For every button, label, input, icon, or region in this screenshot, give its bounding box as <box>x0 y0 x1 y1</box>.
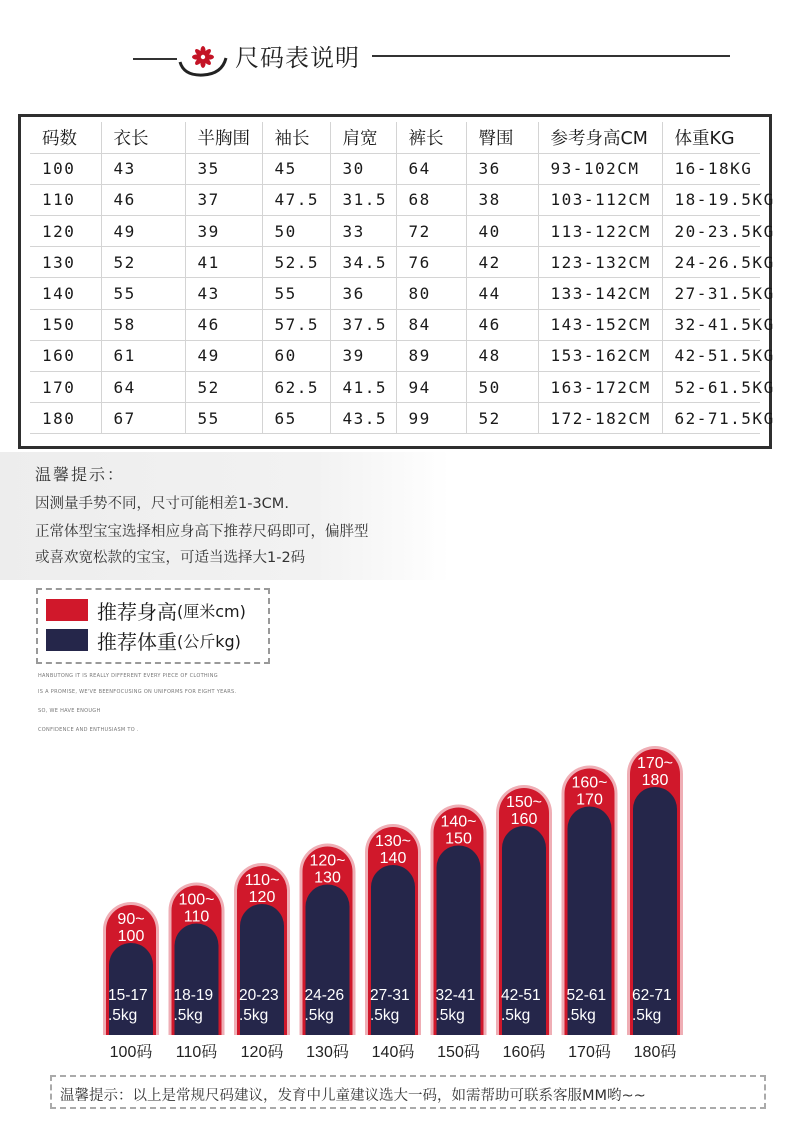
size-table-cell: 31.5 <box>330 184 396 215</box>
size-table-cell: 84 <box>396 309 466 340</box>
flower-icon <box>176 44 230 78</box>
weight-label: 32-41 <box>435 987 476 1004</box>
chart-bar-group <box>627 746 683 1061</box>
weight-label: 24-26 <box>304 987 345 1004</box>
size-table-cell: 123-132CM <box>538 247 662 278</box>
header-line-right <box>372 55 730 57</box>
weight-label: 27-31 <box>370 987 410 1004</box>
size-table-row <box>30 278 760 309</box>
size-table-cell: 39 <box>185 216 262 247</box>
size-table-cell: 46 <box>185 309 262 340</box>
height-label: 110~ <box>244 872 280 889</box>
size-table-cell: 72 <box>396 216 466 247</box>
size-table-cell: 64 <box>101 372 185 403</box>
size-table-row <box>30 309 760 340</box>
weight-label: .5kg <box>370 1007 400 1024</box>
size-table-header-row <box>30 122 760 153</box>
size-recommendation-chart <box>0 730 790 1070</box>
height-label: 150 <box>445 830 472 848</box>
size-table-cell: 35 <box>185 153 262 184</box>
size-table-row <box>30 247 760 278</box>
size-table-row <box>30 372 760 403</box>
weight-label: 62-71 <box>632 987 672 1004</box>
category-label: 130码 <box>306 1044 349 1061</box>
size-table-cell: 103-112CM <box>538 184 662 215</box>
weight-label: 20-23 <box>239 987 279 1004</box>
size-table-cell: 32-41.5KG <box>662 309 760 340</box>
footer-note-box <box>50 1075 766 1109</box>
size-table-cell: 37.5 <box>330 309 396 340</box>
size-table-cell: 45 <box>262 153 330 184</box>
header-weight: 体重KG <box>662 122 760 153</box>
size-table-row <box>30 153 760 184</box>
category-label: 140码 <box>371 1044 415 1061</box>
size-table-cell: 80 <box>396 278 466 309</box>
size-table-cell: 52.5 <box>262 247 330 278</box>
height-label: 110 <box>183 908 210 926</box>
english-tagline: IS A PROMISE, WE'VE BEENFOCUSING ON UNIFORMS FOR EIGHT YEARS. <box>38 689 237 695</box>
size-table-cell: 43.5 <box>330 403 396 434</box>
size-table-cell: 100 <box>30 153 101 184</box>
size-table-cell: 110 <box>30 184 101 215</box>
size-table-cell: 43 <box>185 278 262 309</box>
size-table-cell: 24-26.5KG <box>662 247 760 278</box>
weight-label: .5kg <box>501 1007 531 1024</box>
size-table-cell: 41 <box>185 247 262 278</box>
height-label: 170 <box>576 791 603 809</box>
tips-panel <box>0 452 450 580</box>
size-table-cell: 48 <box>466 340 538 371</box>
size-table-cell: 37 <box>185 184 262 215</box>
size-table-cell: 93-102CM <box>538 153 662 184</box>
size-table-cell: 172-182CM <box>538 403 662 434</box>
size-table-cell: 49 <box>185 340 262 371</box>
size-table-cell: 18-19.5KG <box>662 184 760 215</box>
size-table-cell: 68 <box>396 184 466 215</box>
weight-label: .5kg <box>304 1007 334 1024</box>
size-table-cell: 163-172CM <box>538 372 662 403</box>
legend-item-weight <box>46 628 241 652</box>
header-shoulder: 肩宽 <box>330 122 396 153</box>
tips-line: 或喜欢宽松款的宝宝，可适当选择大1-2码 <box>35 550 306 566</box>
size-table-cell: 52 <box>101 247 185 278</box>
size-table-cell: 33 <box>330 216 396 247</box>
size-table-cell: 89 <box>396 340 466 371</box>
height-label: 100 <box>117 928 145 945</box>
size-table-row <box>30 340 760 371</box>
size-table-cell: 58 <box>101 309 185 340</box>
size-table-row <box>30 403 760 434</box>
size-table-cell: 76 <box>396 247 466 278</box>
size-table-cell: 94 <box>396 372 466 403</box>
height-label: 120~ <box>309 852 346 870</box>
size-table-cell: 40 <box>466 216 538 247</box>
weight-label: 15-17 <box>108 987 148 1004</box>
tips-title: 温馨提示： <box>35 465 126 484</box>
size-table-cell: 50 <box>262 216 330 247</box>
size-table-cell: 39 <box>330 340 396 371</box>
category-label: 120码 <box>240 1044 284 1061</box>
size-table-cell: 42 <box>466 247 538 278</box>
footer-note: 温馨提示：以上是常规尺码建议，发育中儿童建议选大一码，如需帮助可联系客服MM哟~~ <box>60 1088 646 1104</box>
legend-swatch-weight <box>46 629 88 651</box>
height-label: 140~ <box>440 813 477 831</box>
chart-bar-group <box>103 902 159 1061</box>
height-label: 140 <box>379 850 407 867</box>
size-table-cell: 160 <box>30 340 101 371</box>
height-label: 150~ <box>505 794 543 811</box>
legend-label-height: 推荐身高 <box>97 599 177 624</box>
chart-bar-group <box>365 824 421 1061</box>
size-table-cell: 61 <box>101 340 185 371</box>
height-label: 120 <box>248 889 276 906</box>
legend-unit-height: (厘米cm) <box>177 601 246 621</box>
size-table-cell: 143-152CM <box>538 309 662 340</box>
chart-bar-group <box>300 844 356 1062</box>
size-table-cell: 99 <box>396 403 466 434</box>
weight-label: .5kg <box>108 1007 138 1024</box>
size-table-cell: 30 <box>330 153 396 184</box>
category-label: 110码 <box>175 1044 218 1061</box>
size-table-frame <box>18 114 775 449</box>
size-table-cell: 43 <box>101 153 185 184</box>
size-table-cell: 55 <box>101 278 185 309</box>
weight-label: .5kg <box>566 1007 596 1024</box>
chart-legend <box>36 588 270 664</box>
weight-label: 18-19 <box>173 987 214 1004</box>
size-table-cell: 62.5 <box>262 372 330 403</box>
height-label: 170~ <box>636 755 674 772</box>
size-table-cell: 153-162CM <box>538 340 662 371</box>
header-height: 参考身高CM <box>538 122 662 153</box>
size-table-cell: 65 <box>262 403 330 434</box>
header-sleeve: 袖长 <box>262 122 330 153</box>
english-tagline: HANBUTONG IT IS REALLY DIFFERENT EVERY PIECE OF CLOTHING <box>38 673 218 679</box>
size-table-cell: 140 <box>30 278 101 309</box>
size-table-cell: 130 <box>30 247 101 278</box>
size-table-cell: 150 <box>30 309 101 340</box>
category-label: 170码 <box>568 1044 611 1061</box>
english-tagline: SO, WE HAVE ENOUGH <box>38 708 101 714</box>
header-size: 码数 <box>30 122 101 153</box>
header-hip: 臀围 <box>466 122 538 153</box>
size-table-cell: 46 <box>466 309 538 340</box>
size-table-row <box>30 216 760 247</box>
page-header <box>0 0 790 110</box>
size-table-cell: 52 <box>466 403 538 434</box>
chart-bar-group <box>431 805 487 1061</box>
category-label: 160码 <box>502 1044 546 1061</box>
size-table-cell: 62-71.5KG <box>662 403 760 434</box>
weight-label: .5kg <box>632 1007 662 1024</box>
category-label: 150码 <box>437 1044 480 1061</box>
size-table-cell: 20-23.5KG <box>662 216 760 247</box>
size-table-cell: 50 <box>466 372 538 403</box>
size-table-cell: 47.5 <box>262 184 330 215</box>
height-label: 130 <box>314 869 341 887</box>
size-table-cell: 120 <box>30 216 101 247</box>
size-table-cell: 36 <box>466 153 538 184</box>
legend-unit-weight: (公斤kg) <box>177 631 241 651</box>
size-table-cell: 46 <box>101 184 185 215</box>
header-pants-length: 裤长 <box>396 122 466 153</box>
size-table-cell: 180 <box>30 403 101 434</box>
size-table-cell: 42-51.5KG <box>662 340 760 371</box>
chart-bar-group <box>169 883 225 1062</box>
weight-label: 52-61 <box>566 987 607 1004</box>
size-table-row <box>30 184 760 215</box>
size-table-cell: 55 <box>262 278 330 309</box>
weight-label: .5kg <box>173 1007 203 1024</box>
size-table-cell: 113-122CM <box>538 216 662 247</box>
english-tagline: CONFIDENCE AND ENTHUSIASM TO . <box>38 727 139 733</box>
chart-bar-group <box>496 785 552 1061</box>
size-table-cell: 49 <box>101 216 185 247</box>
weight-label: 42-51 <box>501 987 541 1004</box>
height-label: 130~ <box>374 833 412 850</box>
height-label: 90~ <box>117 911 145 928</box>
size-table-cell: 27-31.5KG <box>662 278 760 309</box>
size-table-cell: 52-61.5KG <box>662 372 760 403</box>
height-label: 160~ <box>571 774 608 792</box>
legend-item-height <box>46 598 246 622</box>
weight-label: .5kg <box>239 1007 269 1024</box>
size-table <box>30 122 775 434</box>
size-table-cell: 44 <box>466 278 538 309</box>
legend-label-weight: 推荐体重 <box>97 629 177 654</box>
size-table-cell: 133-142CM <box>538 278 662 309</box>
category-label: 180码 <box>633 1044 677 1061</box>
tips-line: 因测量手势不同，尺寸可能相差1-3CM. <box>35 496 289 512</box>
size-table-cell: 36 <box>330 278 396 309</box>
size-table-cell: 57.5 <box>262 309 330 340</box>
chart-bar-group <box>234 863 290 1061</box>
size-table-cell: 67 <box>101 403 185 434</box>
category-label: 100码 <box>109 1044 153 1061</box>
size-table-cell: 52 <box>185 372 262 403</box>
size-table-cell: 16-18KG <box>662 153 760 184</box>
header-half-chest: 半胸围 <box>185 122 262 153</box>
tips-line: 正常体型宝宝选择相应身高下推荐尺码即可，偏胖型 <box>35 524 369 540</box>
size-table-cell: 170 <box>30 372 101 403</box>
header-line-left <box>133 58 177 60</box>
size-table-cell: 60 <box>262 340 330 371</box>
chart-bar-group <box>562 766 618 1062</box>
height-label: 160 <box>510 811 538 828</box>
height-label: 180 <box>641 772 669 789</box>
size-table-cell: 38 <box>466 184 538 215</box>
size-table-cell: 41.5 <box>330 372 396 403</box>
size-table-cell: 34.5 <box>330 247 396 278</box>
legend-swatch-height <box>46 599 88 621</box>
height-label: 100~ <box>178 891 215 909</box>
page-title: 尺码表说明 <box>235 44 360 72</box>
weight-label: .5kg <box>435 1007 465 1024</box>
header-length: 衣长 <box>101 122 185 153</box>
size-table-cell: 55 <box>185 403 262 434</box>
size-table-cell: 64 <box>396 153 466 184</box>
